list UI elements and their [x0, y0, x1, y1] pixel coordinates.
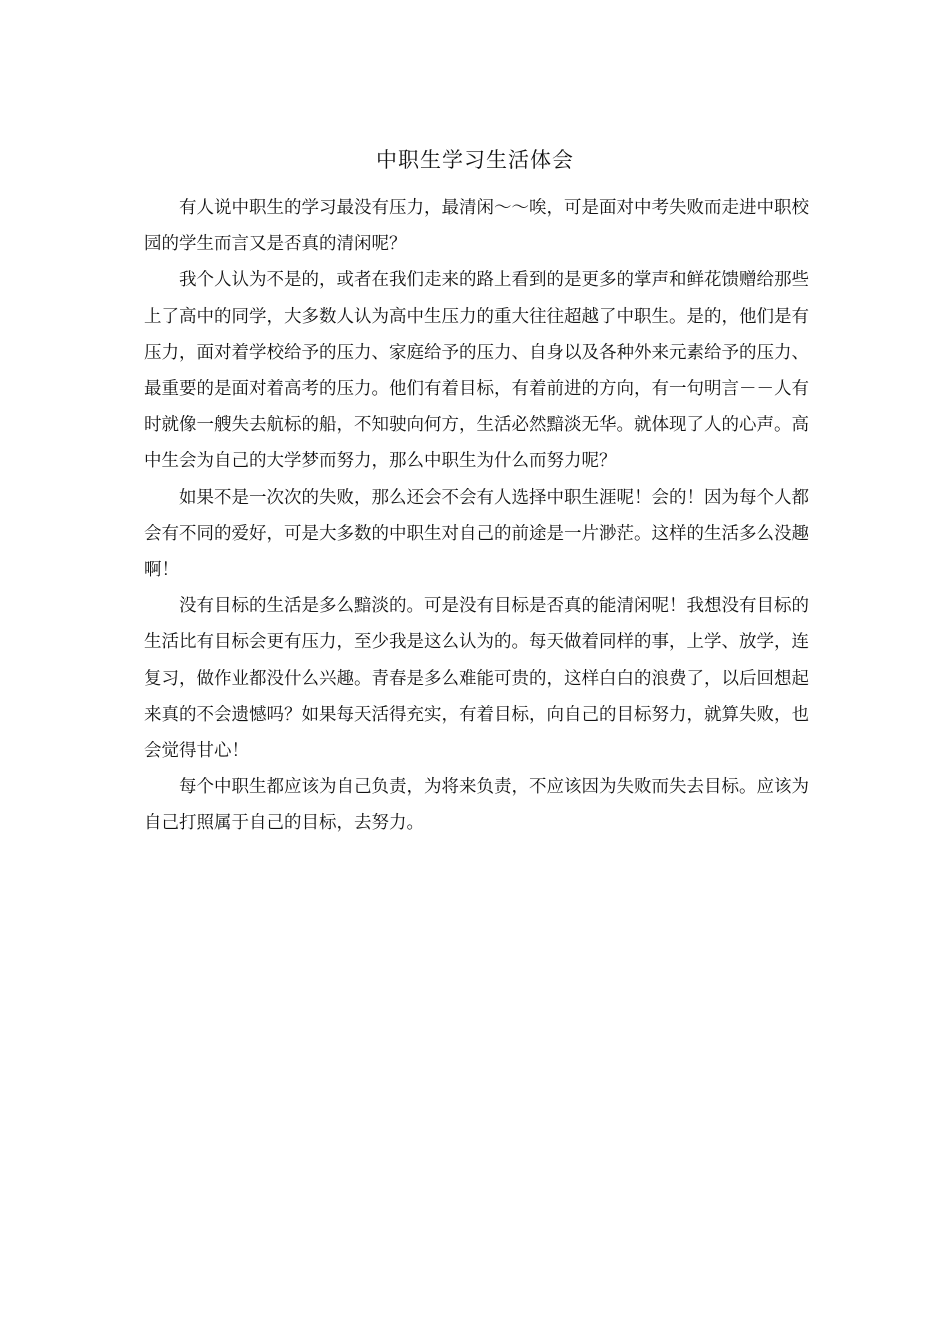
document-body [144, 190, 809, 842]
paragraph-1: 有人说中职生的学习最没有压力，最清闲～～唉，可是面对中考失败而走进中职校园的学生而言又是否真的清闲呢？ [144, 198, 809, 255]
paragraph-2: 我个人认为不是的，或者在我们走来的路上看到的是更多的掌声和鲜花馈赠给那些上了高中的同学，大多数人认为高中生压力的重大往往超越了中职生。是的，他们是有压力，面对着学校给予的压力、家庭给予的压力、自身以及各种外来元素给予的压力、最重要的是面对着高考的压力。他们有着目标，有着前进的方向，有一句明言－－人有时就像一艘失去航标的船，不知驶向何方，生活必然黯淡无华。就体现了人的心声。高中生会为自己的大学梦而努力，那么中职生为什么而努力呢？ [144, 270, 809, 472]
document-title: 中职生学习生活体会 [376, 148, 574, 172]
paragraph-4: 没有目标的生活是多么黯淡的。可是没有目标是否真的能清闲呢！我想没有目标的生活比有目标会更有压力，至少我是这么认为的。每天做着同样的事，上学、放学，连复习，做作业都没什么兴趣。青春是多么难能可贵的，这样白白的浪费了，以后回想起来真的不会遗憾吗？如果每天活得充实，有着目标，向自己的目标努力，就算失败，也会觉得甘心！ [144, 596, 809, 762]
paragraph-3: 如果不是一次次的失败，那么还会不会有人选择中职生涯呢！会的！因为每个人都会有不同的爱好，可是大多数的中职生对自己的前途是一片渺茫。这样的生活多么没趣啊！ [144, 487, 809, 581]
paragraph-5: 每个中职生都应该为自己负责，为将来负责，不应该因为失败而失去目标。应该为自己打照属于自己的目标，去努力。 [144, 777, 809, 834]
